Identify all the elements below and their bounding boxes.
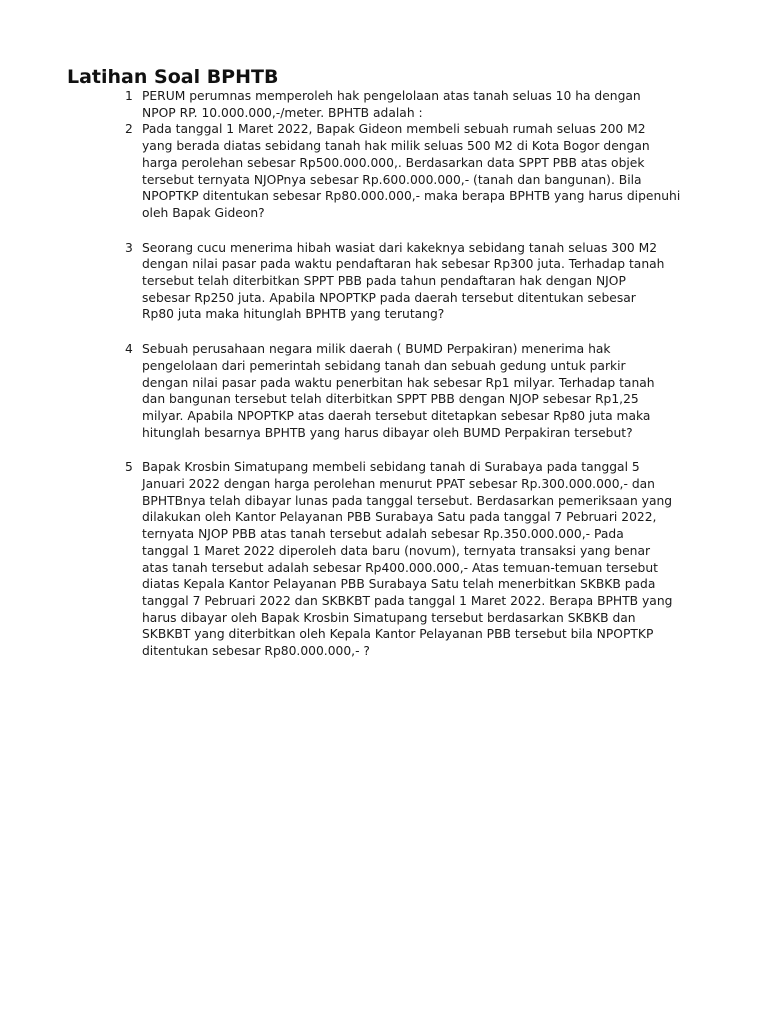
question-text-line: harus dibayar oleh Bapak Krosbin Simatupang tersebut berdasarkan SKBKB dan xyxy=(142,610,636,625)
question-item xyxy=(125,88,725,121)
page-title: Latihan Soal BPHTB xyxy=(67,66,279,88)
question-text-line: tersebut ternyata NJOPnya sebesar Rp.600.000.000,- (tanah dan bangunan). Bila xyxy=(142,172,642,187)
question-text-line: Rp80 juta maka hitunglah BPHTB yang terutang? xyxy=(142,307,445,322)
question-text-line: PERUM perumnas memperoleh hak pengelolaan atas tanah seluas 10 ha dengan xyxy=(142,89,641,103)
question-text-line: harga perolehan sebesar Rp500.000.000,. Berdasarkan data SPPT PBB atas objek xyxy=(142,155,645,170)
question-text-line: ditentukan sebesar Rp80.000.000,- ? xyxy=(142,644,370,659)
question-text-line: ternyata NJOP PBB atas tanah tersebut adalah sebesar Rp.350.000.000,- Pada xyxy=(142,527,624,542)
question-number: 2 xyxy=(125,122,133,137)
question-text-line: yang berada diatas sebidang tanah hak milik seluas 500 M2 di Kota Bogor dengan xyxy=(142,139,650,154)
question-text-line: Sebuah perusahaan negara milik daerah ( BUMD Perpakiran) menerima hak xyxy=(142,342,611,357)
question-item xyxy=(125,459,725,659)
question-text-line: tanggal 1 Maret 2022 diperoleh data baru (novum), ternyata transaksi yang benar xyxy=(142,543,651,558)
question-item xyxy=(125,341,725,441)
question-text-line: hitunglah besarnya BPHTB yang harus dibayar oleh BUMD Perpakiran tersebut? xyxy=(142,425,633,440)
question-text-line: milyar. Apabila NPOPTKP atas daerah tersebut ditetapkan sebesar Rp80 juta maka xyxy=(142,408,651,423)
question-item xyxy=(125,121,725,221)
question-text-line: Pada tanggal 1 Maret 2022, Bapak Gideon membeli sebuah rumah seluas 200 M2 xyxy=(142,122,646,137)
question-text-line: dilakukan oleh Kantor Pelayanan PBB Surabaya Satu pada tanggal 7 Pebruari 2022, xyxy=(142,510,657,525)
question-text-line: Bapak Krosbin Simatupang membeli sebidang tanah di Surabaya pada tanggal 5 xyxy=(142,460,640,475)
question-text-line: NPOPTKP ditentukan sebesar Rp80.000.000,- maka berapa BPHTB yang harus dipenuhi xyxy=(142,189,681,204)
question-text-line: pengelolaan dari pemerintah sebidang tanah dan sebuah gedung untuk parkir xyxy=(142,358,626,373)
question-text-line: dengan nilai pasar pada waktu pendaftaran hak sebesar Rp300 juta. Terhadap tanah xyxy=(142,257,665,272)
question-number: 3 xyxy=(125,240,133,255)
question-text-line: diatas Kepala Kantor Pelayanan PBB Surabaya Satu telah menerbitkan SKBKB pada xyxy=(142,577,656,592)
question-text-line: NPOP RP. 10.000.000,-/meter. BPHTB adalah : xyxy=(142,105,423,120)
question-text-line: oleh Bapak Gideon? xyxy=(142,205,265,220)
question-text-line: dan bangunan tersebut telah diterbitkan SPPT PBB dengan NJOP sebesar Rp1,25 xyxy=(142,392,639,407)
question-number: 4 xyxy=(125,342,133,357)
question-text-line: Januari 2022 dengan harga perolehan menurut PPAT sebesar Rp.300.000.000,- dan xyxy=(142,477,655,492)
question-text-line: tanggal 7 Pebruari 2022 dan SKBKBT pada tanggal 1 Maret 2022. Berapa BPHTB yang xyxy=(142,593,673,608)
question-text-line: BPHTBnya telah dibayar lunas pada tanggal tersebut. Berdasarkan pemeriksaan yang xyxy=(142,493,673,508)
question-number: 5 xyxy=(125,460,133,475)
question-text-line: atas tanah tersebut adalah sebesar Rp400.000.000,- Atas temuan-temuan tersebut xyxy=(142,560,658,575)
question-list xyxy=(125,88,725,660)
question-text-line: Seorang cucu menerima hibah wasiat dari kakeknya sebidang tanah seluas 300 M2 xyxy=(142,240,658,255)
question-text-line: dengan nilai pasar pada waktu penerbitan hak sebesar Rp1 milyar. Terhadap tanah xyxy=(142,375,655,390)
question-number: 1 xyxy=(125,89,133,103)
question-item xyxy=(125,240,725,324)
question-text-line: sebesar Rp250 juta. Apabila NPOPTKP pada daerah tersebut ditentukan sebesar xyxy=(142,290,636,305)
question-text-line: SKBKBT yang diterbitkan oleh Kepala Kantor Pelayanan PBB tersebut bila NPOPTKP xyxy=(142,627,654,642)
question-text-line: tersebut telah diterbitkan SPPT PBB pada tahun pendaftaran hak dengan NJOP xyxy=(142,274,626,289)
